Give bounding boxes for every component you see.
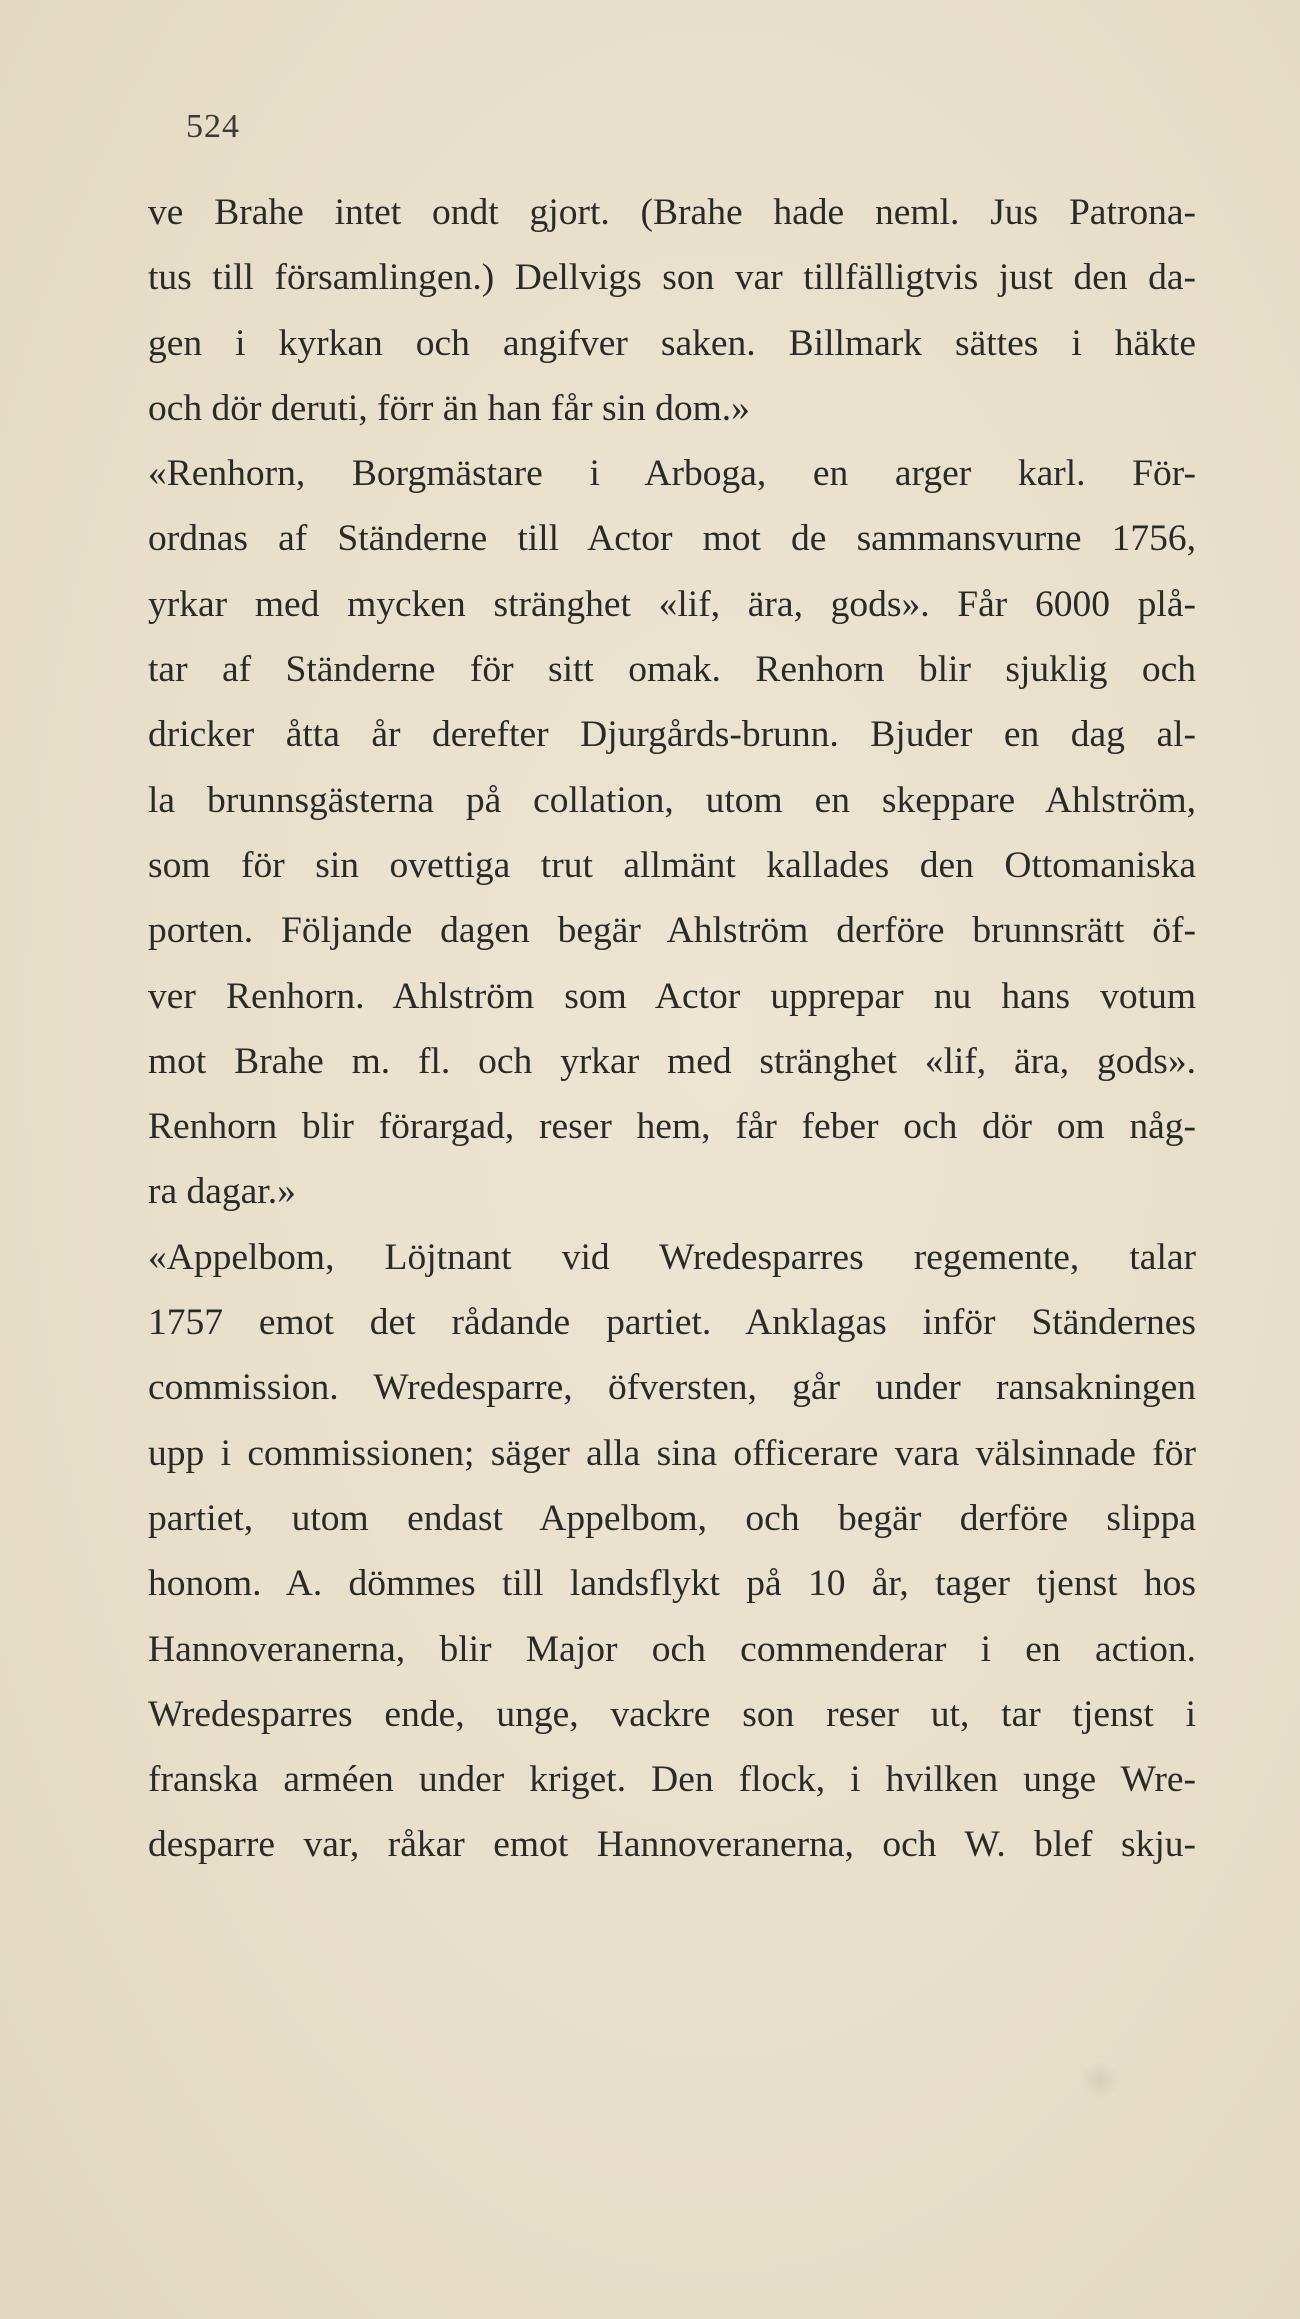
text-line: la brunnsgästerna på collation, utom en skeppare Ahlström,: [148, 779, 1196, 821]
text-line: ve Brahe intet ondt gjort. (Brahe hade neml. Jus Patrona-: [148, 192, 1196, 233]
page-number: 524: [186, 108, 240, 145]
text-line: Renhorn blir förargad, reser hem, får feber och dör om någ-: [148, 1106, 1196, 1148]
text-line: ra dagar.»: [148, 1171, 296, 1213]
text-line: desparre var, råkar emot Hannoveranerna, och W. blef skju-: [148, 1824, 1196, 1866]
text-line: ver Renhorn. Ahlström som Actor upprepar nu hans votum: [148, 975, 1196, 1017]
text-line: franska arméen under kriget. Den flock, i hvilken unge Wre-: [148, 1759, 1196, 1801]
text-line: tar af Ständerne för sitt omak. Renhorn blir sjuklig och: [148, 649, 1196, 691]
body-text: [148, 180, 1196, 1878]
paper-smudge: [1080, 2060, 1120, 2100]
text-line: mot Brahe m. fl. och yrkar med stränghet «lif, ära, gods».: [148, 1040, 1196, 1082]
text-line: tus till församlingen.) Dellvigs son var tillfälligtvis just den da-: [148, 257, 1196, 299]
text-line: ordnas af Ständerne till Actor mot de sammansvurne 1756,: [148, 518, 1196, 560]
text-line: yrkar med mycken stränghet «lif, ära, gods». Får 6000 plå-: [148, 583, 1196, 625]
text-line: porten. Följande dagen begär Ahlström derföre brunnsrätt öf-: [148, 910, 1196, 952]
text-line: upp i commissionen; säger alla sina officerare vara välsinnade för: [148, 1432, 1196, 1474]
text-line: Hannoveranerna, blir Major och commenderar i en action.: [148, 1628, 1196, 1670]
text-line: gen i kyrkan och angifver saken. Billmark sättes i häkte: [148, 322, 1196, 364]
text-line: och dör deruti, förr än han får sin dom.»: [148, 387, 750, 429]
text-line: «Renhorn, Borgmästare i Arboga, en arger karl. För-: [148, 453, 1196, 495]
text-line: Wredesparres ende, unge, vackre son reser ut, tar tjenst i: [148, 1693, 1196, 1735]
text-line: partiet, utom endast Appelbom, och begär derföre slippa: [148, 1497, 1196, 1539]
text-line: som för sin ovettiga trut allmänt kallades den Ottomaniska: [148, 844, 1196, 886]
text-line: «Appelbom, Löjtnant vid Wredesparres regemente, talar: [148, 1236, 1196, 1278]
text-line: 1757 emot det rådande partiet. Anklagas inför Ständernes: [148, 1302, 1196, 1344]
text-line: commission. Wredesparre, öfversten, går under ransakningen: [148, 1367, 1196, 1409]
text-line: dricker åtta år derefter Djurgårds-brunn. Bjuder en dag al-: [148, 714, 1196, 756]
text-line: honom. A. dömmes till landsflykt på 10 år, tager tjenst hos: [148, 1563, 1196, 1605]
